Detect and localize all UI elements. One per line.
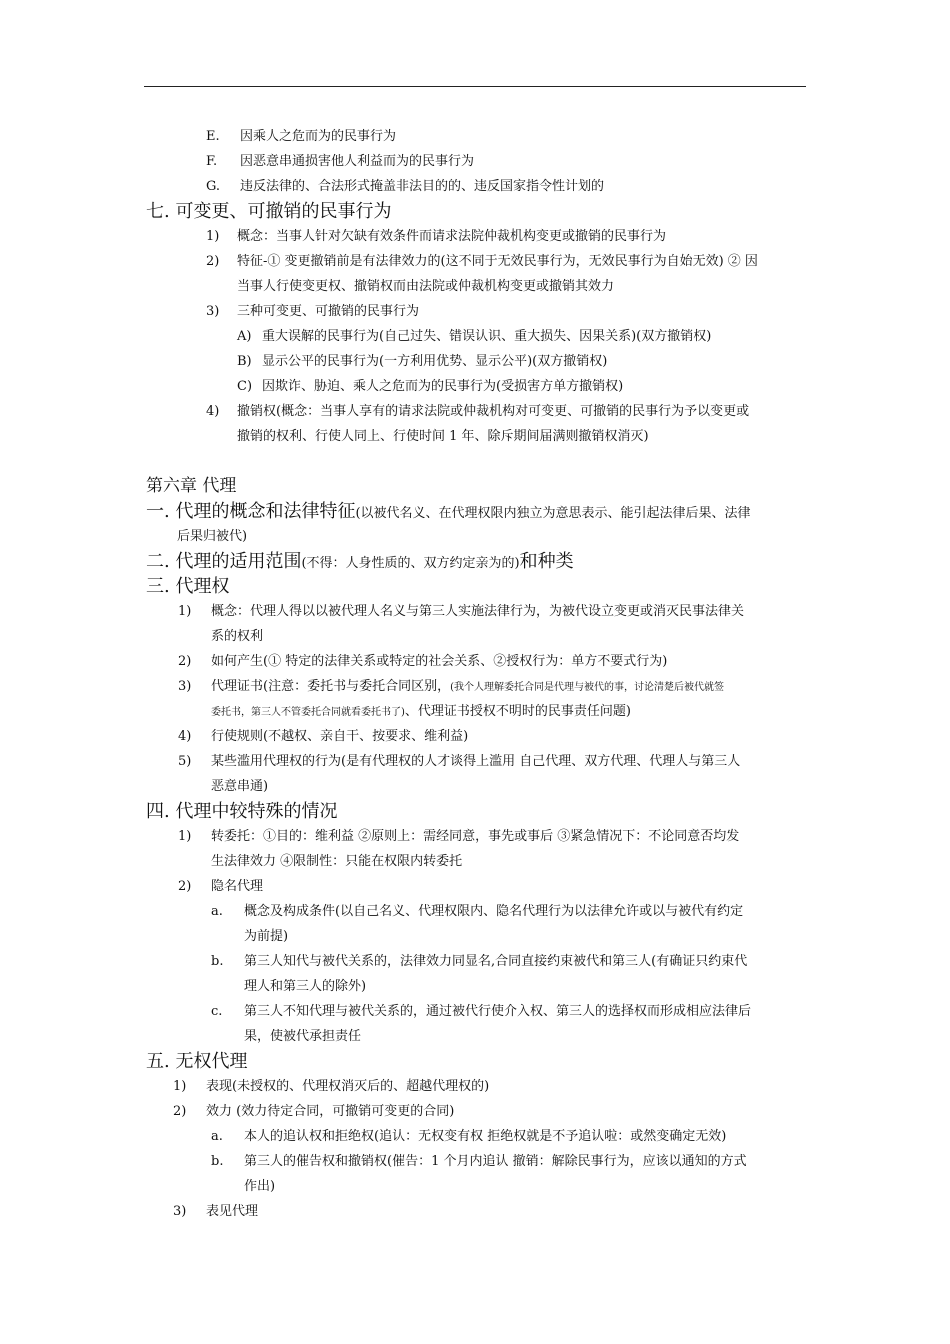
list-item-text: 因欺诈、胁迫、乘人之危而为的民事行为(受损害方单方撤销权) bbox=[262, 379, 624, 394]
list-item-text: 违反法律的、合法形式掩盖非法目的的、违反国家指令性计划的 bbox=[240, 179, 605, 194]
list-item-text: 重大误解的民事行为(自己过失、错误认识、重大损失、因果关系)(双方撤销权) bbox=[262, 329, 712, 344]
list-marker: 2) bbox=[173, 1104, 187, 1119]
section-heading bbox=[146, 549, 574, 576]
list-item-continuation: 理人和第三人的除外) bbox=[244, 979, 367, 994]
list-item-continuation bbox=[211, 699, 631, 725]
list-item-text: 概念：代理人得以以被代理人名义与第三人实施法律行为，为被代设立变更或消灭民事法律关 bbox=[211, 604, 745, 619]
list-marker: G. bbox=[206, 179, 221, 194]
list-marker: A) bbox=[237, 329, 252, 344]
section-heading: 七. 可变更、可撤销的民事行为 bbox=[146, 201, 392, 222]
heading-note: (不得：人身性质的、双方约定亲为的) bbox=[301, 556, 520, 571]
section-heading bbox=[146, 499, 751, 526]
heading-main: 二. 代理的适用范围 bbox=[146, 551, 302, 572]
list-item-text: 表见代理 bbox=[206, 1204, 259, 1219]
list-item-text: 如何产生(① 特定的法律关系或特定的社会关系、②授权行为：单方不要式行为) bbox=[211, 654, 668, 669]
list-item-text: 概念：当事人针对欠缺有效条件而请求法院仲裁机构变更或撤销的民事行为 bbox=[237, 229, 667, 244]
list-item-continuation: 果，使被代承担责任 bbox=[244, 1029, 362, 1044]
list-marker: 2) bbox=[206, 254, 220, 269]
list-item-continuation: 当事人行使变更权、撤销权而由法院或仲裁机构变更或撤销其效力 bbox=[237, 279, 615, 294]
list-item-text: 显示公平的民事行为(一方利用优势、显示公平)(双方撤销权) bbox=[262, 354, 608, 369]
list-item-text: 三种可变更、可撤销的民事行为 bbox=[237, 304, 420, 319]
list-marker: C) bbox=[237, 379, 253, 394]
list-item-text: 效力 (效力待定合同，可撤销可变更的合同) bbox=[206, 1104, 455, 1119]
heading-main: 一. 代理的概念和法律特征 bbox=[146, 501, 356, 522]
list-marker: 5) bbox=[178, 754, 192, 769]
list-item-text: 第三人不知代理与被代关系的，通过被代行使介入权、第三人的选择权而形成相应法律后 bbox=[244, 1004, 752, 1019]
text-main: 、代理证书授权不明时的民事责任问题) bbox=[404, 704, 631, 719]
list-marker: E. bbox=[206, 129, 220, 144]
list-marker: c. bbox=[211, 1004, 223, 1019]
list-marker: b. bbox=[211, 954, 224, 969]
list-marker: a. bbox=[211, 904, 223, 919]
list-marker: 4) bbox=[178, 729, 192, 744]
section-heading: 五. 无权代理 bbox=[146, 1051, 248, 1072]
list-item-text: 行使规则(不越权、亲自干、按要求、维利益) bbox=[211, 729, 469, 744]
list-item-text: 转委托：①目的：维利益 ②原则上：需经同意，事先或事后 ③紧急情况下：不论同意否均发 bbox=[211, 829, 740, 844]
list-item-text: 因恶意串通损害他人利益而为的民事行为 bbox=[240, 154, 475, 169]
list-marker: 4) bbox=[206, 404, 220, 419]
list-marker: 3) bbox=[206, 304, 220, 319]
list-item-text: 本人的追认权和拒绝权(追认：无权变有权 拒绝权就是不予追认啦：或然变确定无效) bbox=[244, 1129, 727, 1144]
list-marker: 1) bbox=[173, 1079, 187, 1094]
list-marker: F. bbox=[206, 154, 218, 169]
heading-note: (以被代名义、在代理权限内独立为意思表示、能引起法律后果、法律 bbox=[355, 506, 751, 521]
list-item-continuation: 为前提) bbox=[244, 929, 289, 944]
heading-tail: 和种类 bbox=[519, 551, 574, 572]
text-small-note: (我个人理解委托合同是代理与被代的事，讨论清楚后被代就签 bbox=[450, 682, 724, 693]
header-rule bbox=[144, 86, 806, 87]
list-marker: a. bbox=[211, 1129, 223, 1144]
list-marker: 1) bbox=[178, 604, 192, 619]
list-item-continuation: 生法律效力 ④限制性：只能在权限内转委托 bbox=[211, 854, 463, 869]
list-item-text: 第三人的催告权和撤销权(催告：1 个月内追认 撤销：解除民事行为，应该以通知的方式 bbox=[244, 1154, 747, 1169]
list-marker: b. bbox=[211, 1154, 224, 1169]
list-item-text: 某些滥用代理权的行为(是有代理权的人才谈得上滥用 自己代理、双方代理、代理人与第三人 bbox=[211, 754, 741, 769]
list-item-text: 概念及构成条件(以自己名义、代理权限内、隐名代理行为以法律允许或以与被代有约定 bbox=[244, 904, 744, 919]
list-item-continuation: 系的权利 bbox=[211, 629, 264, 644]
list-item-text: 特征-① 变更撤销前是有法律效力的(这不同于无效民事行为，无效民事行为自始无效) ② 因 bbox=[237, 254, 758, 269]
list-marker: 1) bbox=[178, 829, 192, 844]
list-item-continuation: 恶意串通) bbox=[211, 779, 269, 794]
list-item-continuation: 撤销的权利、行使人同上、行使时间 1 年、除斥期间届满则撤销权消灭) bbox=[237, 429, 649, 444]
text-main: 代理证书(注意：委托书与委托合同区别， bbox=[211, 679, 451, 694]
list-item-text bbox=[211, 674, 724, 700]
list-marker: 3) bbox=[173, 1204, 187, 1219]
heading-continuation: 后果归被代) bbox=[177, 529, 248, 544]
text-small-note: 委托书，第三人不管委托合同就看委托书了) bbox=[211, 707, 405, 718]
list-item-text: 第三人知代与被代关系的，法律效力同显名,合同直接约束被代和第三人(有确证只约束代 bbox=[244, 954, 748, 969]
list-item-continuation: 作出) bbox=[244, 1179, 276, 1194]
chapter-title: 第六章 代理 bbox=[146, 476, 237, 496]
list-marker: 3) bbox=[178, 679, 192, 694]
list-item-text: 表现(未授权的、代理权消灭后的、超越代理权的) bbox=[206, 1079, 490, 1094]
section-heading: 三. 代理权 bbox=[146, 576, 230, 597]
list-marker: 1) bbox=[206, 229, 220, 244]
section-heading: 四. 代理中较特殊的情况 bbox=[146, 801, 338, 822]
list-marker: B) bbox=[237, 354, 252, 369]
list-item-text: 撤销权(概念：当事人享有的请求法院或仲裁机构对可变更、可撤销的民事行为予以变更或 bbox=[237, 404, 750, 419]
list-item-text: 因乘人之危而为的民事行为 bbox=[240, 129, 397, 144]
list-item-text: 隐名代理 bbox=[211, 879, 264, 894]
list-marker: 2) bbox=[178, 879, 192, 894]
list-marker: 2) bbox=[178, 654, 192, 669]
